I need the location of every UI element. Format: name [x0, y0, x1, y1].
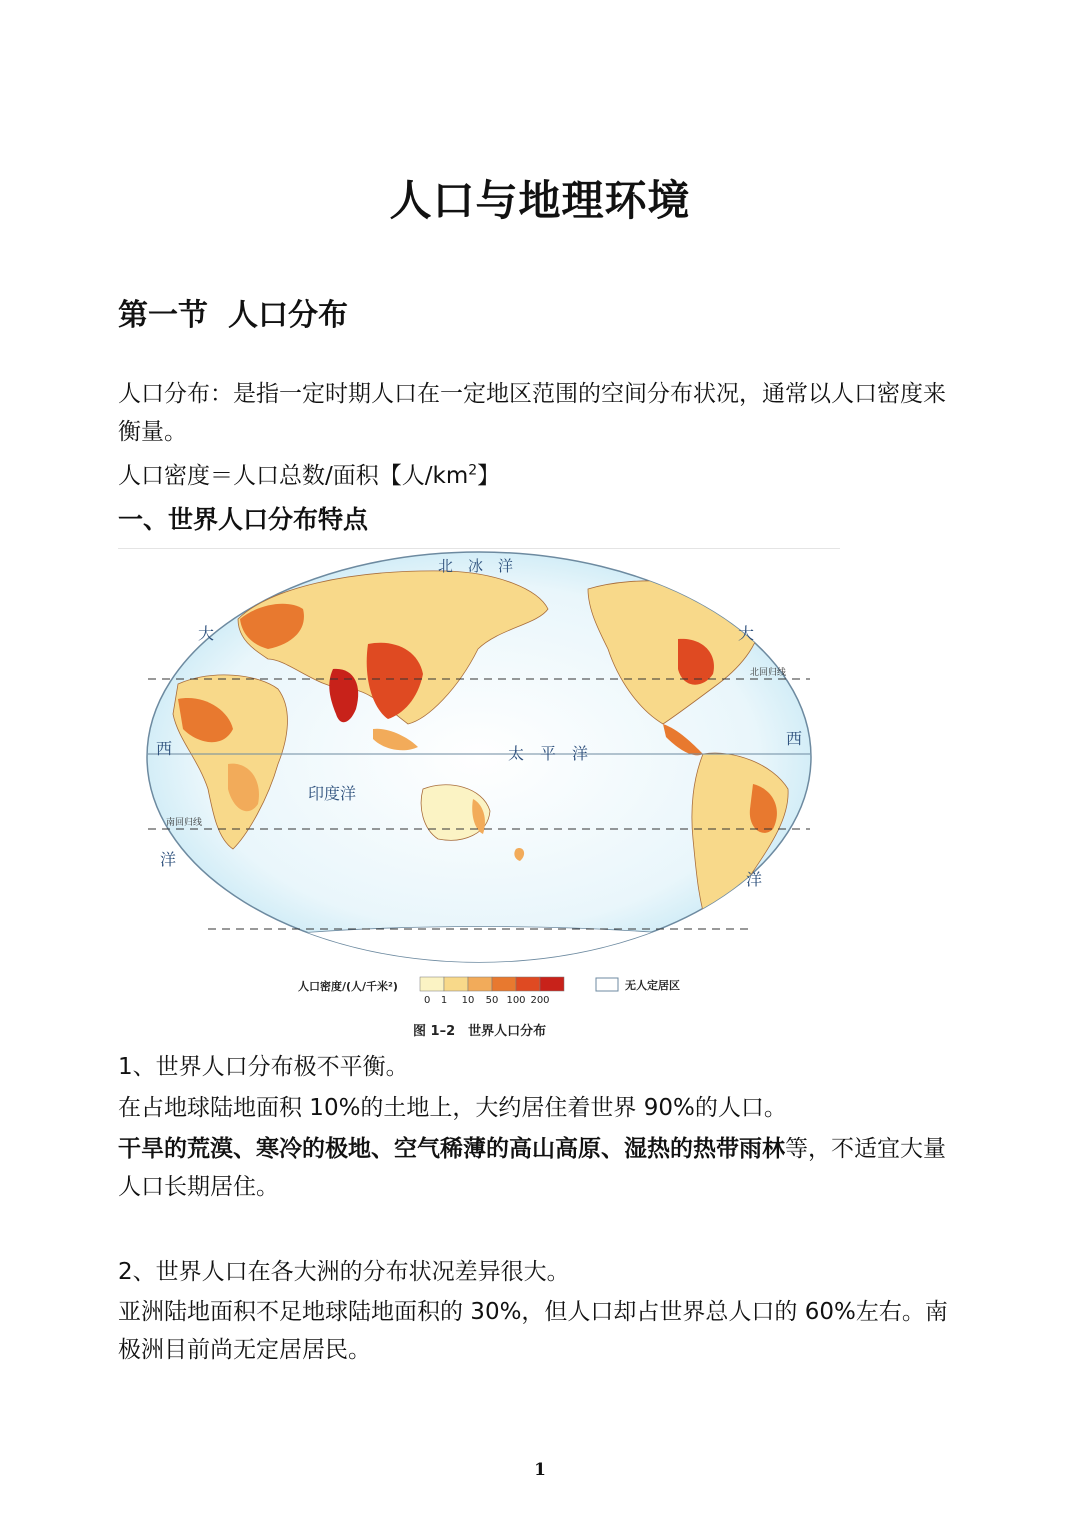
point2-title: 2、世界人口在各大洲的分布状况差异很大。 — [118, 1259, 570, 1285]
density-formula-close: 】 — [477, 463, 501, 489]
greenland — [678, 565, 768, 593]
point1-rest-text: 等，不适宜大量人口长期居住。 — [118, 1136, 946, 1200]
label-arctic: 北 冰 洋 — [438, 557, 514, 575]
section-label: 第一节 — [118, 298, 208, 333]
page-number: 1 — [534, 1460, 546, 1480]
density-formula-text: 人口密度＝人口总数/面积【人/km — [118, 463, 469, 489]
point1-title: 1、世界人口分布极不平衡。 — [118, 1054, 409, 1080]
legend-uninhabited-swatch — [596, 978, 618, 991]
legend-tick-label: 50 — [485, 995, 499, 1006]
legend-swatch — [444, 977, 468, 991]
heading-world-distribution: 一、世界人口分布特点 — [118, 505, 369, 534]
antarctica — [178, 927, 798, 980]
legend-tick-label: 1 — [440, 995, 448, 1006]
label-atlantic-e: 西 — [786, 729, 803, 748]
legend-swatch — [492, 977, 516, 991]
legend-tick-label: 100 — [506, 995, 526, 1006]
legend-tick-label: 10 — [461, 995, 475, 1006]
label-atlantic-w: 西 — [156, 739, 173, 758]
label-atlantic-ne: 大 — [738, 624, 755, 643]
map-caption: 图 1–2 世界人口分布 — [413, 1024, 547, 1039]
legend-tick-label: 200 — [530, 995, 550, 1006]
label-indian: 印度洋 — [308, 784, 357, 803]
point1-line2 — [118, 1130, 968, 1206]
definition-paragraph: 人口分布：是指一定时期人口在一定地区范围的空间分布状况，通常以人口密度来衡量。 — [118, 381, 946, 445]
density-formula — [118, 457, 968, 495]
label-tropic-south: 南回归线 — [166, 818, 203, 828]
label-atlantic-sw: 洋 — [160, 850, 177, 869]
label-tropic-north: 北回归线 — [750, 668, 787, 678]
point1-line1: 在占地球陆地面积 10%的土地上，大约居住着世界 90%的人口。 — [118, 1095, 787, 1121]
point1-bold-text: 干旱的荒漠、寒冷的极地、空气稀薄的高山高原、湿热的热带雨林 — [118, 1136, 785, 1162]
legend-swatch — [468, 977, 492, 991]
legend-scale — [420, 977, 564, 1006]
legend-swatch — [420, 977, 444, 991]
point2-body: 亚洲陆地面积不足地球陆地面积的 30%，但人口却占世界总人口的 60%左右。南极洲目前尚无定居居民。 — [118, 1299, 948, 1363]
legend-tick-label: 0 — [424, 995, 431, 1006]
density-formula-sup: 2 — [468, 462, 478, 479]
legend-uninhabited-label: 无人定居区 — [625, 979, 680, 992]
section-name: 人口分布 — [228, 298, 348, 333]
label-pacific: 太 平 洋 — [508, 744, 589, 763]
label-atlantic-se: 洋 — [746, 870, 763, 889]
section-title — [118, 290, 348, 334]
document-title: 人口与地理环境 — [389, 176, 691, 225]
legend-title: 人口密度/(人/千米²) — [298, 980, 398, 993]
world-population-map — [118, 548, 840, 1041]
legend-swatch — [516, 977, 540, 991]
legend-swatch — [540, 977, 564, 991]
label-atlantic-nw: 大 — [198, 624, 215, 643]
